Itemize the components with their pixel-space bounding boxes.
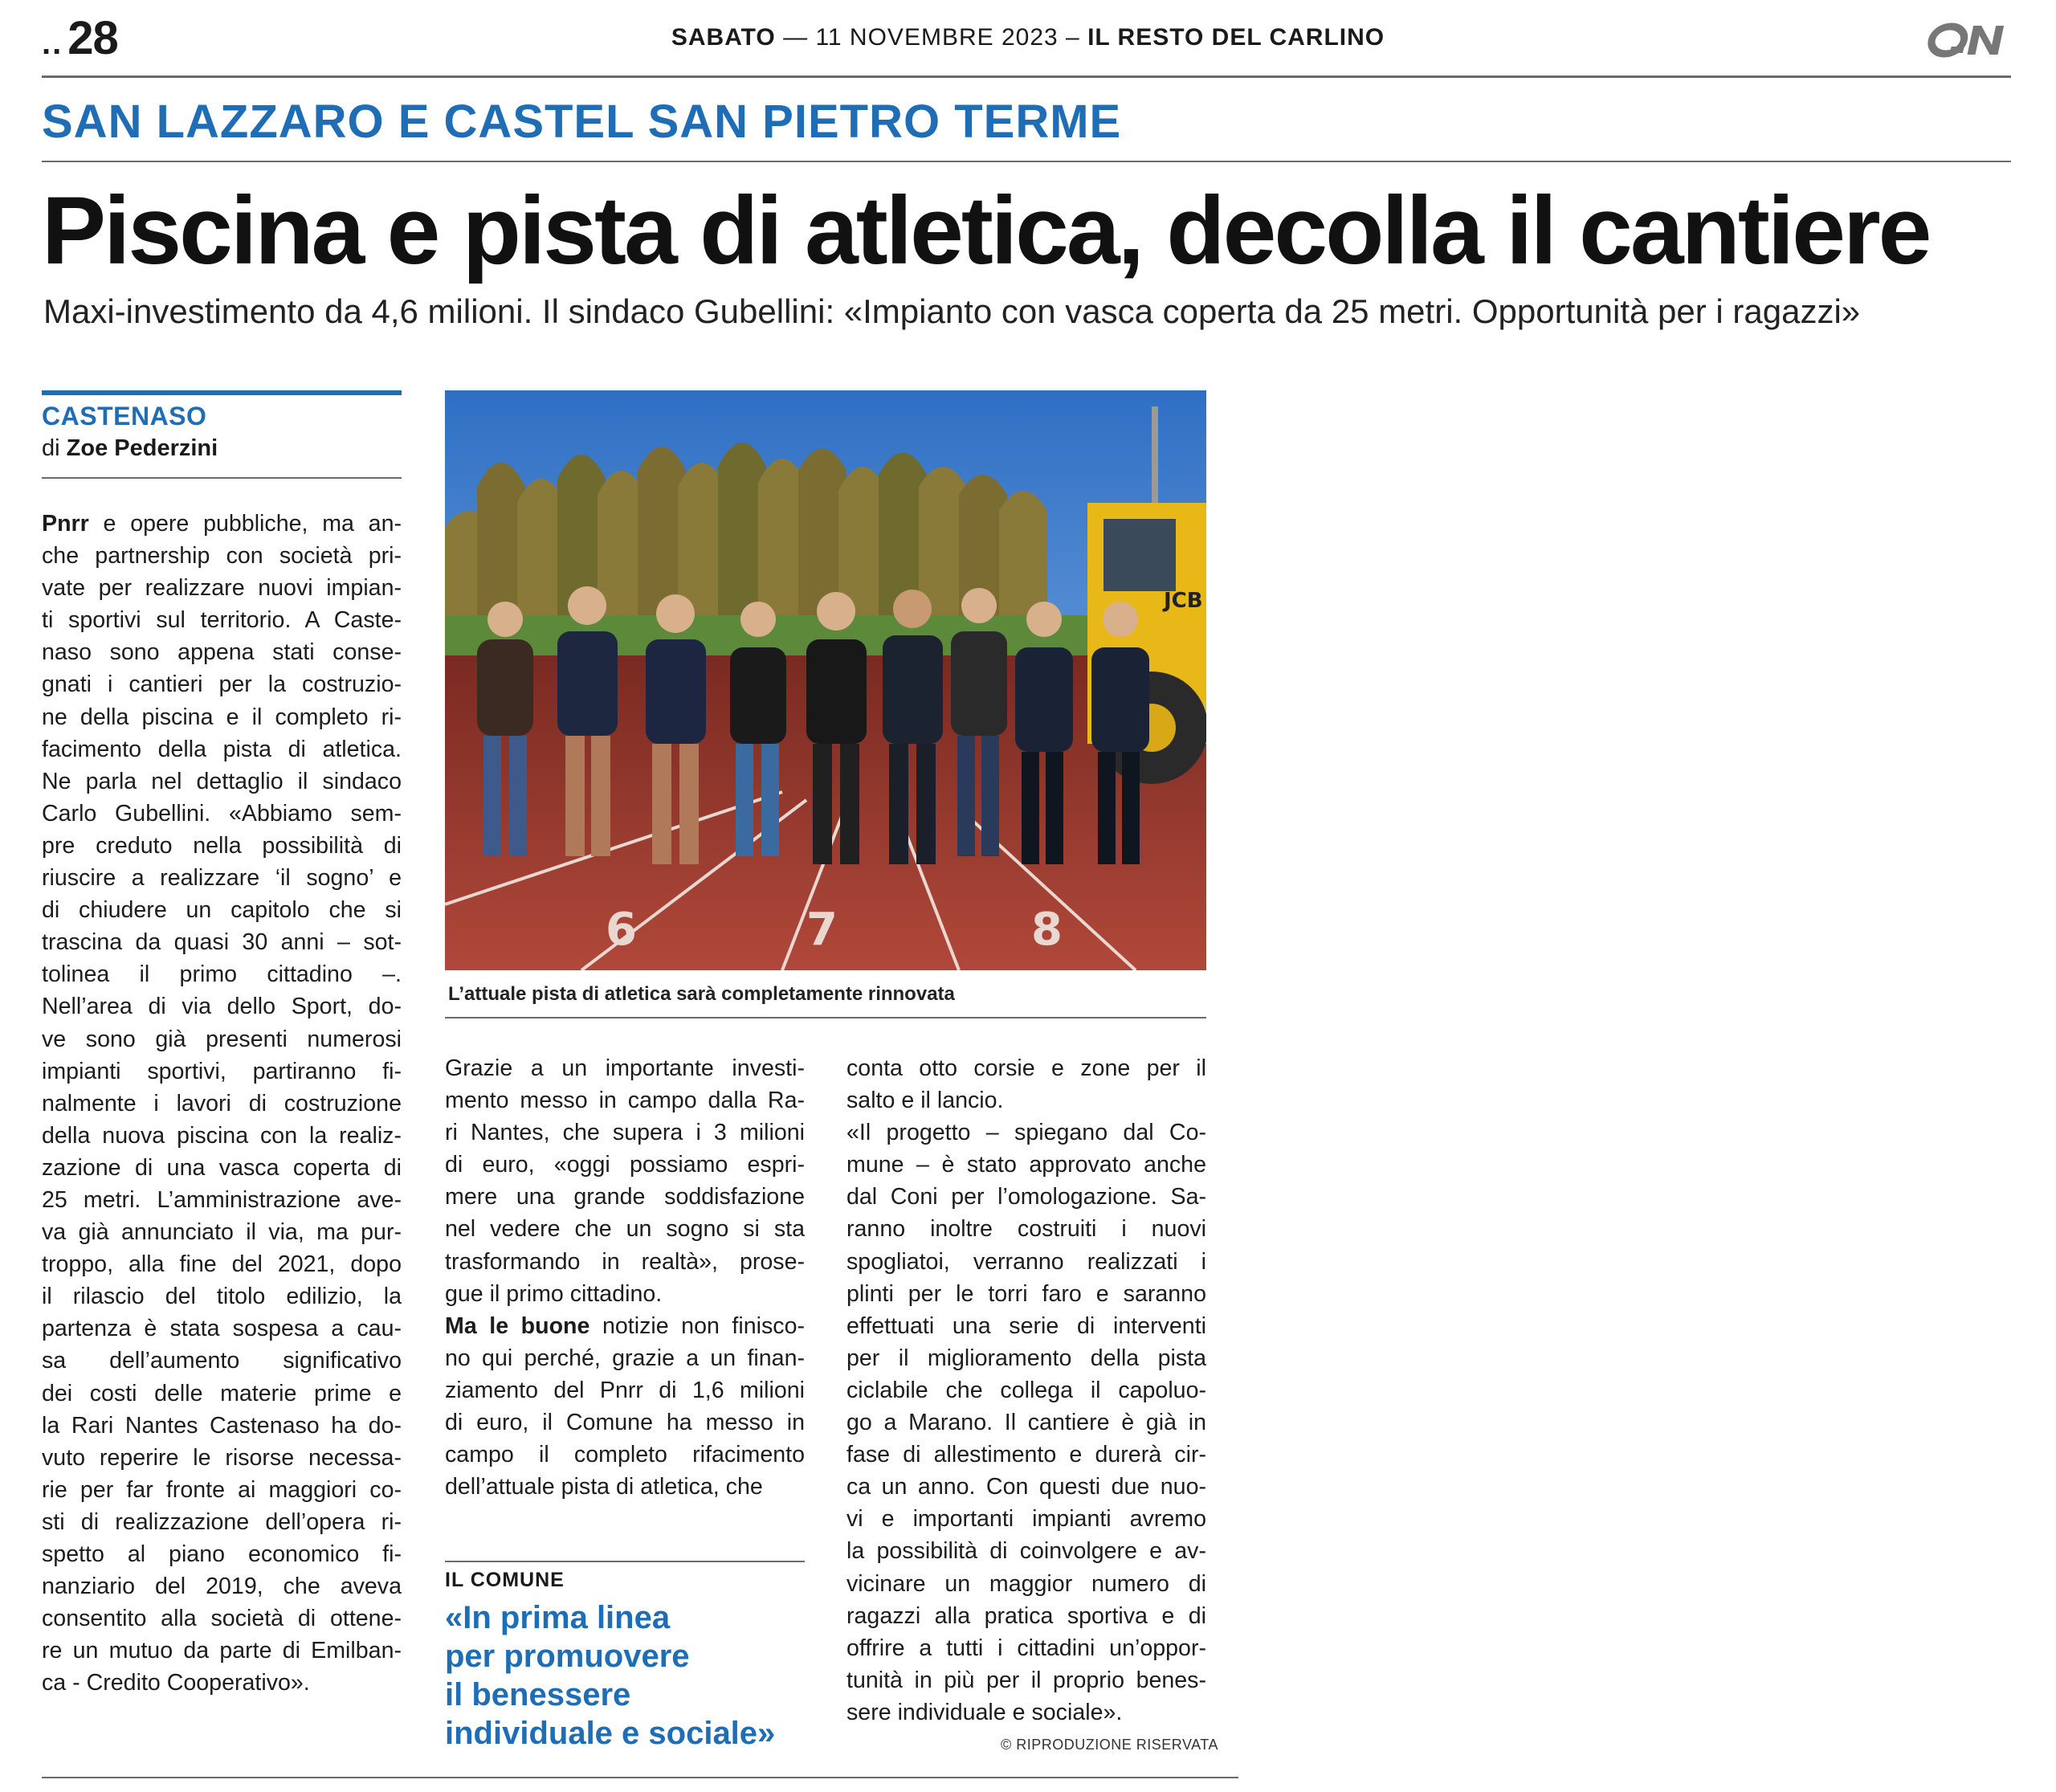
text-line: [42, 1345, 402, 1377]
text-line: [445, 1181, 805, 1213]
line-text: sere individuale e sociale».: [846, 1699, 1123, 1725]
text-line: [846, 1116, 1206, 1149]
line-text: salto e il lancio.: [846, 1088, 1004, 1114]
text-line: [445, 1052, 805, 1084]
line-text: vicinare un maggior numero di: [846, 1570, 1206, 1597]
text-line: [42, 1248, 402, 1280]
byline-prefix: di: [42, 435, 60, 461]
text-line: [42, 894, 402, 926]
text-line: [42, 1378, 402, 1410]
line-text: consentito alla società di ottene-: [42, 1606, 402, 1632]
qn-logo-n: [1967, 26, 2004, 55]
line-text: vi e importanti impianti avremo: [846, 1506, 1206, 1533]
line-text: nalmente i lavori di costruzione: [42, 1090, 402, 1116]
qn-logo: [1928, 22, 2011, 58]
qn-logo-text: QN: [1928, 22, 1929, 23]
text-line: [846, 1374, 1206, 1406]
line-text: va già annunciato il via, ma pur-: [42, 1219, 402, 1246]
text-line: [846, 1600, 1206, 1632]
line-text: trascina da quasi 30 anni – sot-: [42, 929, 402, 956]
text-line: [846, 1052, 1206, 1084]
line-text: troppo, alla fine del 2021, dopo: [42, 1251, 402, 1278]
line-text: la Rari Nantes Castenaso ha do-: [42, 1412, 402, 1439]
byline: [42, 435, 218, 462]
text-line: [846, 1310, 1206, 1342]
text-line: [445, 1406, 805, 1439]
line-text: riuscire a realizzare ‘il sogno’ e: [42, 865, 402, 892]
text-line: [42, 1506, 402, 1538]
dateline-day: SABATO: [671, 24, 776, 51]
line-text: ne della piscina e il completo ri-: [42, 704, 402, 730]
article-column-3: [846, 1052, 1206, 1729]
text-line: [846, 1664, 1206, 1696]
line-text: Ne parla nel dettaglio il sindaco: [42, 768, 402, 794]
line-text: vate per realizzare nuovi impian-: [42, 575, 402, 602]
text-line: [42, 636, 402, 668]
text-line: [42, 1667, 402, 1699]
text-line: [42, 1602, 402, 1635]
line-text: Grazie a un importante investi-: [445, 1055, 805, 1081]
headline: Piscina e pista di atletica, decolla il cantiere: [42, 177, 1930, 284]
line-text: sti di realizzazione dell’opera ri-: [42, 1508, 402, 1535]
line-text: go a Marano. Il cantiere è già in: [846, 1410, 1206, 1436]
lead-in: Ma le buone: [445, 1312, 590, 1339]
text-line: [42, 540, 402, 572]
line-text: ri Nantes, che supera i 3 milioni: [445, 1120, 805, 1146]
text-line: [42, 958, 402, 990]
line-text: della nuova piscina con la realiz-: [42, 1122, 402, 1149]
masthead-rule: [42, 76, 2011, 78]
line-text: ranno inoltre costruiti i nuovi: [846, 1216, 1206, 1243]
quote-line: il benessere: [445, 1677, 631, 1712]
byline-rule: [42, 477, 402, 479]
photo-caption: L’attuale pista di atletica sarà completamente rinnovata: [448, 983, 955, 1005]
line-text: ciclabile che collega il capoluo-: [846, 1377, 1206, 1403]
text-line: [445, 1278, 805, 1310]
text-line: [42, 862, 402, 894]
line-text: gnati i cantieri per la costruzio-: [42, 671, 402, 698]
text-line: [846, 1278, 1206, 1310]
text-line: [42, 1474, 402, 1506]
line-text: trasformando in realtà», prose-: [445, 1248, 805, 1275]
text-line: [42, 990, 402, 1023]
text-line: [445, 1471, 805, 1503]
article-photo: [445, 390, 1206, 970]
line-text: campo il completo rifacimento: [445, 1442, 805, 1468]
line-text: tolinea il primo cittadino –.: [42, 961, 402, 988]
text-line: [445, 1084, 805, 1116]
line-text: nanziario del 2019, che aveva: [42, 1574, 402, 1600]
text-line: [846, 1213, 1206, 1245]
text-line: [42, 1023, 402, 1055]
text-line: [846, 1149, 1206, 1181]
line-text: dell’attuale pista di atletica, che: [445, 1474, 763, 1500]
line-text: effettuati una serie di interventi: [846, 1312, 1206, 1339]
text-line: [42, 1442, 402, 1474]
dateline-newspaper: IL RESTO DEL CARLINO: [1087, 24, 1385, 51]
text-line: [445, 1213, 805, 1245]
line-text: per il miglioramento della pista: [846, 1345, 1206, 1371]
dateline: [0, 24, 2056, 51]
text-line: [846, 1632, 1206, 1664]
quote-line: per promuovere: [445, 1639, 690, 1674]
text-line: [846, 1471, 1206, 1503]
text-line: [846, 1568, 1206, 1600]
line-text: la possibilità di coinvolgere e av-: [846, 1538, 1206, 1565]
text-line: [42, 1635, 402, 1667]
line-text: spetto al piano economico fi-: [42, 1541, 402, 1567]
line-text: ca un anno. Con questi due nuo-: [846, 1474, 1206, 1500]
line-text: che partnership con società pri-: [42, 543, 402, 569]
line-text: ve sono già presenti numerosi: [42, 1026, 402, 1052]
line-text: offrire a tutti i cittadini un’oppor-: [846, 1635, 1206, 1661]
line-text: sa dell’aumento significativo: [42, 1348, 402, 1374]
text-line: [846, 1535, 1206, 1567]
text-line: [42, 765, 402, 798]
text-line: [445, 1116, 805, 1149]
line-text: partenza è stata sospesa a cau-: [42, 1316, 402, 1342]
line-text: mune – è stato approvato anche: [846, 1152, 1206, 1178]
text-line: [846, 1439, 1206, 1471]
line-text: pre creduto nella possibilità di: [42, 832, 402, 859]
text-line: [42, 1538, 402, 1570]
text-line: [42, 1120, 402, 1152]
subheadline: Maxi-investimento da 4,6 milioni. Il sindaco Gubellini: «Impianto con vasca coperta da 25 metri. Opportunità per i ragazzi»: [43, 292, 1861, 330]
lane-number-8: 8: [1031, 904, 1063, 956]
line-text: mento messo in campo dalla Ra-: [445, 1088, 805, 1114]
line-text: fase di allestimento e durerà cir-: [846, 1442, 1206, 1468]
line-text: facimento della pista di atletica.: [42, 736, 402, 762]
text-line: [445, 1342, 805, 1374]
text-line: [846, 1181, 1206, 1213]
text-line: [42, 1570, 402, 1602]
byline-place: CASTENASO: [42, 402, 207, 431]
line-text: e opere pubbliche, ma an-: [88, 511, 402, 537]
line-text: il rilascio del titolo edilizio, la: [42, 1284, 402, 1310]
text-line: [42, 1088, 402, 1120]
article-column-1: [42, 508, 402, 1699]
line-text: ragazzi alla pratica sportiva e di: [846, 1602, 1206, 1629]
text-line: [445, 1149, 805, 1181]
text-line: [42, 1312, 402, 1345]
line-text: ti sportivi sul territorio. A Caste-: [42, 607, 402, 634]
quote-line: «In prima linea: [445, 1600, 671, 1635]
text-line: [42, 1410, 402, 1442]
byline-accent-bar: [42, 390, 402, 395]
text-line: [42, 668, 402, 700]
text-line: [846, 1696, 1206, 1729]
text-line: [42, 1216, 402, 1248]
line-text: Nell’area di via dello Sport, do-: [42, 994, 402, 1020]
text-line: [846, 1503, 1206, 1535]
line-text: di chiudere un capitolo che si: [42, 897, 402, 924]
line-text: di euro, «oggi possiamo espri-: [445, 1152, 805, 1178]
text-line: [42, 1152, 402, 1184]
text-line: [42, 1280, 402, 1312]
text-line: [42, 926, 402, 958]
text-line: [846, 1406, 1206, 1439]
text-line: [42, 1055, 402, 1088]
text-line: [42, 572, 402, 604]
dateline-sep1: —: [783, 24, 816, 51]
article-column-2: [445, 1052, 805, 1503]
line-text: plinti per le torri faro e saranno: [846, 1280, 1206, 1307]
dateline-date: 11 NOVEMBRE 2023: [815, 24, 1059, 51]
sidebox-quote: [445, 1598, 775, 1753]
text-line: [846, 1342, 1206, 1374]
line-text: conta otto corsie e zone per il: [846, 1055, 1206, 1081]
lane-number-7: 7: [806, 904, 838, 956]
dateline-sep2: –: [1066, 24, 1088, 51]
text-line: [42, 798, 402, 830]
line-text: di euro, il Comune ha messo in: [445, 1410, 805, 1436]
byline-author: Zoe Pederzini: [66, 435, 218, 461]
line-text: tunità in più per il proprio benes-: [846, 1667, 1206, 1693]
text-line: [42, 733, 402, 765]
line-text: naso sono appena stati conse-: [42, 639, 402, 666]
text-line: [445, 1374, 805, 1406]
page-number-dots: ..: [42, 26, 63, 61]
line-text: «Il progetto – spiegano dal Co-: [846, 1120, 1206, 1146]
text-line: [42, 508, 402, 540]
quote-line: individuale e sociale»: [445, 1716, 776, 1751]
text-line: [42, 604, 402, 636]
text-line: [846, 1246, 1206, 1278]
excavator-label: JCB: [1164, 589, 1203, 613]
line-text: mere una grande soddisfazione: [445, 1184, 805, 1210]
lane-number-6: 6: [606, 904, 637, 956]
text-line: [445, 1246, 805, 1278]
line-text: 25 metri. L’amministrazione ave-: [42, 1186, 402, 1213]
line-text: Carlo Gubellini. «Abbiamo sem-: [42, 800, 402, 827]
line-text: dei costi delle materie prime e: [42, 1380, 402, 1406]
line-text: rie per far fronte ai maggiori co-: [42, 1476, 402, 1503]
line-text: impianti sportivi, partiranno fi-: [42, 1058, 402, 1084]
line-text: no qui perché, grazie a un finan-: [445, 1345, 805, 1371]
line-text: zazione di una vasca coperta di: [42, 1154, 402, 1181]
page-bottom-rule: [42, 1777, 1238, 1778]
line-text: ca - Credito Cooperativo».: [42, 1670, 310, 1696]
lead-in: Pnrr: [42, 511, 89, 537]
text-line: [846, 1084, 1206, 1116]
line-text: gue il primo cittadino.: [445, 1280, 663, 1307]
section-title: SAN LAZZARO E CASTEL SAN PIETRO TERME: [42, 96, 1122, 148]
section-rule: [42, 161, 2011, 162]
line-text: vuto reperire le risorse necessa-: [42, 1444, 402, 1471]
text-line: [42, 1184, 402, 1216]
line-text: nel vedere che un sogno si sta: [445, 1216, 805, 1243]
text-line: [42, 701, 402, 733]
line-text: notizie non finisco-: [589, 1312, 806, 1339]
sidebox-kicker: IL COMUNE: [445, 1569, 565, 1591]
text-line: [42, 830, 402, 862]
caption-rule: [445, 1017, 1206, 1018]
text-line: [445, 1439, 805, 1471]
page-number-value: 28: [67, 12, 118, 64]
text-line: [445, 1310, 805, 1342]
line-text: re un mutuo da parte di Emilban-: [42, 1638, 402, 1664]
photo-scene: [445, 390, 1206, 970]
line-text: ziamento del Pnrr di 1,6 milioni: [445, 1377, 805, 1403]
line-text: dal Coni per l’omologazione. Sa-: [846, 1184, 1206, 1210]
sidebox-rule: [445, 1561, 805, 1562]
line-text: spogliatoi, verranno realizzati i: [846, 1248, 1206, 1275]
copyright-notice: © RIPRODUZIONE RISERVATA: [1001, 1737, 1218, 1753]
qn-logo-q-tail: [1950, 47, 1964, 53]
